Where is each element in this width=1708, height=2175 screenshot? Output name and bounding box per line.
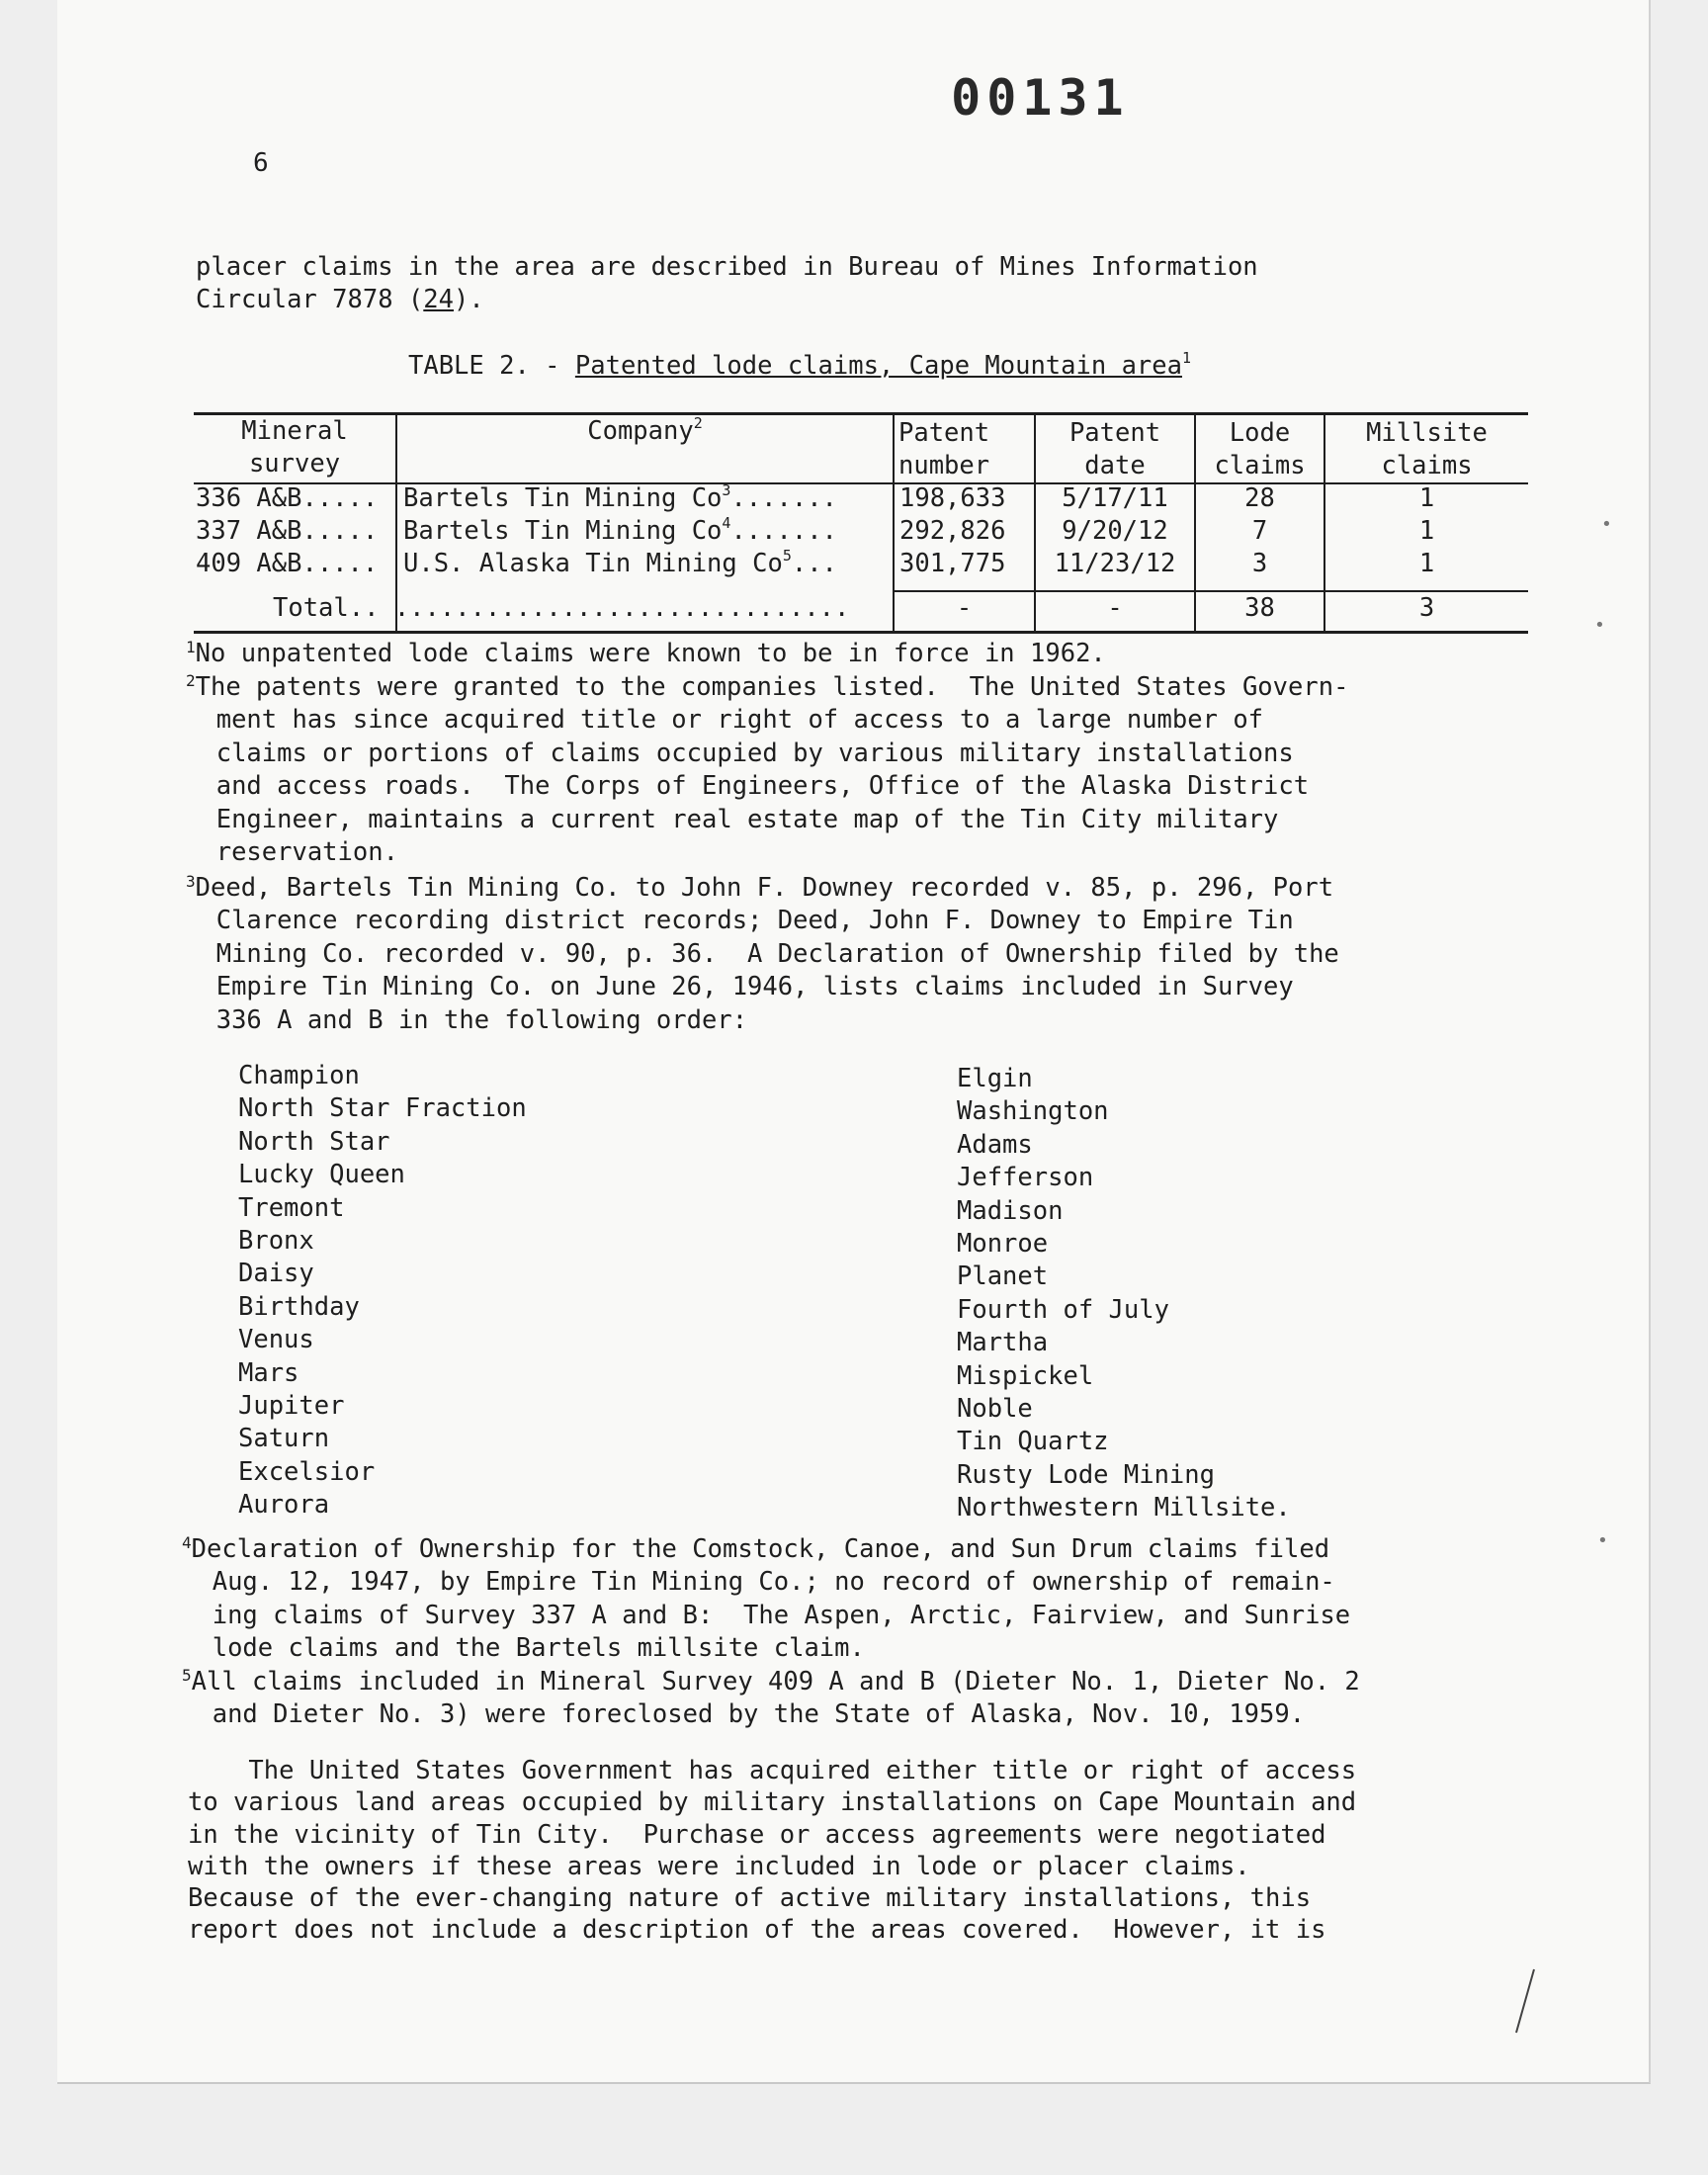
intro-line-1: placer claims in the area are described in Bureau of Mines Information <box>196 252 1258 282</box>
list-item: Washington <box>957 1096 1109 1127</box>
cell-company: Bartels Tin Mining Co$^4$....... <box>403 514 837 546</box>
claims-list-right <box>957 1063 1291 1524</box>
cell-survey: 409 A&B..... <box>196 549 379 578</box>
list-item: Madison <box>957 1195 1064 1226</box>
scan-speck: • <box>1601 514 1612 535</box>
cell-millsite-claims: 1 <box>1418 483 1435 513</box>
cell-lode-claims: 3 <box>1251 549 1268 578</box>
cell-company: Bartels Tin Mining Co$^3$....... <box>403 481 837 513</box>
list-item: Fourth of July <box>957 1294 1169 1325</box>
closing-paragraph: The United States Government has acquired either title or right of access to various land areas occupied by military installations on Cape Mountain and in the vicinity of Tin City. Purchase or access agreements were negotiated with the owners if these areas were included in lode or placer claims. Because of the ever-changing nature of active military installations, this report does not include a description of the areas covered. However, it is <box>188 1756 1357 1946</box>
table-title-note: 1 <box>1181 349 1192 367</box>
header-lode-claims: Lode claims <box>1214 418 1306 480</box>
cell-millsite-claims: 1 <box>1418 549 1435 578</box>
page-number: 6 <box>253 148 269 178</box>
list-item: North Star <box>238 1126 390 1157</box>
list-item: Tin Quartz <box>957 1427 1109 1457</box>
scan-speck: • <box>1597 1530 1608 1551</box>
list-item: Bronx <box>238 1225 314 1256</box>
header-mineral-survey: Mineral survey <box>241 416 348 478</box>
cell-patent-number: 301,775 <box>899 549 1006 578</box>
list-item: Tremont <box>238 1192 345 1223</box>
citation-reference: 24 <box>423 285 455 315</box>
list-item: Jupiter <box>238 1390 345 1421</box>
cell-patent-date: 11/23/12 <box>1054 549 1176 578</box>
cell-patent-number: 292,826 <box>899 516 1006 546</box>
footnote-1: $^1$No unpatented lode claims were known to be in force in 1962. <box>186 638 1106 668</box>
list-item: Monroe <box>957 1228 1049 1259</box>
table-title: TABLE 2. - Patented lode claims, Cape Mountain area$^1$ <box>408 349 1192 381</box>
total-patent-date: - <box>1107 593 1123 623</box>
list-item: Mispickel <box>957 1360 1094 1391</box>
header-company: Company$^2$ <box>587 414 703 446</box>
list-item: Daisy <box>238 1259 314 1289</box>
footnote-5: $^5$All claims included in Mineral Survey 409 A and B (Dieter No. 1, Dieter No. 2 and Dieter No. 3) were foreclosed by the State of Alaska, Nov. 10, 1959. <box>182 1666 1360 1730</box>
list-item: Jefferson <box>957 1163 1094 1193</box>
list-item: Aurora <box>238 1490 330 1521</box>
list-item: Elgin <box>957 1064 1033 1093</box>
total-patent-number: - <box>956 593 973 623</box>
scan-speck: • <box>1594 615 1605 636</box>
document-page <box>57 0 1651 2084</box>
intro-paragraph <box>196 251 1258 317</box>
total-millsite-claims: 3 <box>1418 593 1435 623</box>
header-patent-number: Patent number <box>898 418 990 480</box>
list-item: Mars <box>238 1357 299 1388</box>
list-item: Saturn <box>238 1424 330 1454</box>
list-item: Rusty Lode Mining <box>957 1459 1215 1490</box>
total-label: Total.. .............................. <box>273 593 850 623</box>
total-lode-claims: 38 <box>1244 593 1275 623</box>
header-patent-date: Patent date <box>1068 418 1161 480</box>
intro-line-2: Circular 7878 ( <box>196 285 424 315</box>
document-stamp: 00131 <box>915 69 1130 127</box>
cell-lode-claims: 28 <box>1244 483 1275 513</box>
list-item: Martha <box>957 1328 1049 1358</box>
cell-patent-date: 5/17/11 <box>1062 483 1168 513</box>
list-item: Excelsior <box>238 1456 376 1487</box>
cell-company: U.S. Alaska Tin Mining Co$^5$... <box>403 547 837 578</box>
cell-survey: 336 A&B..... <box>196 483 379 513</box>
cell-survey: 337 A&B..... <box>196 516 379 546</box>
intro-line-2-end: ). <box>454 285 484 315</box>
list-item: Venus <box>238 1325 314 1355</box>
scan-pen-mark <box>1510 1967 1540 2037</box>
list-item: Adams <box>957 1129 1033 1160</box>
list-item: North Star Fraction <box>238 1093 527 1124</box>
list-item: Champion <box>238 1061 360 1090</box>
list-item: Birthday <box>238 1291 360 1322</box>
claims-list-left <box>238 1060 527 1522</box>
list-item: Noble <box>957 1393 1033 1424</box>
cell-millsite-claims: 1 <box>1418 516 1435 546</box>
footnote-4: $^4$Declaration of Ownership for the Comstock, Canoe, and Sun Drum claims filed Aug. 12, 1947, by Empire Tin Mining Co.; no record of ownership of remain- ing claims of Survey 337 A and B: The Aspen, Arctic, Fairview, and Sunrise lode claims and the Bartels millsite claim. <box>182 1533 1351 1664</box>
cell-patent-date: 9/20/12 <box>1062 516 1168 546</box>
header-millsite-claims: Millsite claims <box>1366 418 1488 480</box>
list-item: Lucky Queen <box>238 1160 405 1190</box>
list-item: Northwestern Millsite. <box>957 1493 1291 1523</box>
footnote-2: $^2$The patents were granted to the companies listed. The United States Govern- ment has since acquired title or right of access to a large number of claims or portions of claims occupied by various military installations and access roads. The Corps of Engineers, Office of the Alaska District Engineer, maintains a current real estate map of the Tin City military reservation. <box>186 671 1349 868</box>
cell-lode-claims: 7 <box>1251 516 1268 546</box>
list-item: Planet <box>957 1262 1049 1292</box>
footnote-3: $^3$Deed, Bartels Tin Mining Co. to John F. Downey recorded v. 85, p. 296, Port Clarence recording district records; Deed, John F. Downey to Empire Tin Mining Co. recorded v. 90, p. 36. A Declaration of Ownership filed by the Empire Tin Mining Co. on June 26, 1946, lists claims included in Survey 336 A and B in the following order: <box>186 872 1339 1035</box>
cell-patent-number: 198,633 <box>899 483 1006 513</box>
